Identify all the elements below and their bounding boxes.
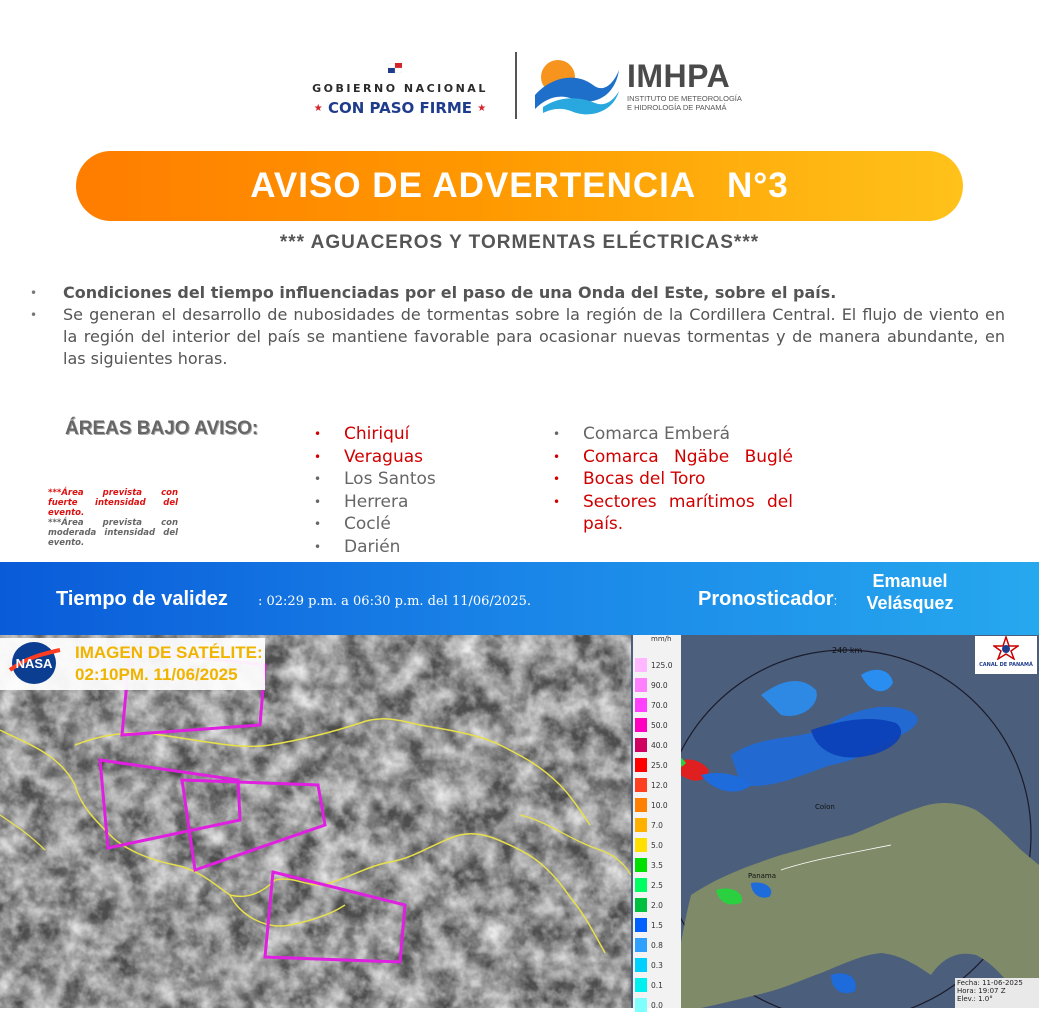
canal-logo-icon bbox=[993, 636, 1019, 660]
list-item bbox=[553, 446, 793, 469]
bullet-icon: • bbox=[30, 308, 38, 322]
radar-scale-label: 1.5 bbox=[651, 920, 663, 930]
condition-text: Se generan el desarrollo de nubosidades de tormentas sobre la región de la Cordillera Central. El flujo de viento en la región del interior del país se mantiene favorable para ocasionar nuevas tormentas y de manera abundante, en las siguientes horas. bbox=[63, 305, 1005, 368]
radar-scale-swatch bbox=[635, 918, 647, 932]
radar-scale-label: 90.0 bbox=[651, 680, 668, 690]
list-item bbox=[553, 491, 793, 536]
radar-scale-swatch bbox=[635, 758, 647, 772]
forecaster-name: Emanuel Velásquez bbox=[866, 571, 954, 613]
radar-scale-swatch bbox=[635, 778, 647, 792]
radar-scale-label: 0.0 bbox=[651, 1000, 663, 1010]
list-item bbox=[314, 423, 514, 446]
radar-scale-label: 0.1 bbox=[651, 980, 663, 990]
agency-name: IMHPA bbox=[627, 58, 731, 94]
radar-scale-step bbox=[635, 657, 672, 673]
radar-scale-step bbox=[635, 917, 663, 933]
area-name: Comarca Ngäbe Buglé bbox=[583, 446, 793, 467]
radar-scale-swatch bbox=[635, 978, 647, 992]
bullet-icon: • bbox=[553, 494, 561, 509]
radar-scale-swatch bbox=[635, 998, 647, 1012]
legend-moderate: ***Área prevista con moderada intensidad del evento. bbox=[48, 518, 178, 548]
validity-label: Tiempo de validez bbox=[56, 588, 228, 610]
bullet-icon: • bbox=[314, 494, 322, 509]
agency-subtitle-line1: INSTITUTO DE METEOROLOGÍA bbox=[627, 94, 742, 103]
areas-title: ÁREAS BAJO AVISO: bbox=[65, 418, 259, 439]
bullet-icon: • bbox=[314, 517, 322, 531]
flag-icon bbox=[388, 58, 402, 68]
satellite-label bbox=[75, 642, 263, 686]
radar-scale-label: 3.5 bbox=[651, 860, 663, 870]
radar-scale-swatch bbox=[635, 818, 647, 832]
radar-info bbox=[955, 978, 1039, 1008]
radar-unit: mm/h bbox=[651, 635, 672, 643]
government-line1: GOBIERNO NACIONAL bbox=[312, 82, 488, 95]
radar-scale-swatch bbox=[635, 658, 647, 672]
forecaster-label-text: Pronosticador bbox=[698, 588, 834, 610]
government-line2: ★ CON PASO FIRME ★ bbox=[313, 99, 487, 117]
radar-scale-swatch bbox=[635, 958, 647, 972]
list-item bbox=[314, 468, 514, 491]
bullet-icon: • bbox=[30, 286, 38, 300]
area-name: Los Santos bbox=[344, 469, 436, 489]
radar-scale-step bbox=[635, 837, 663, 853]
area-name: Sectores marítimos del país. bbox=[583, 491, 793, 534]
radar-scale-label: 70.0 bbox=[651, 700, 668, 710]
government-motto: CON PASO FIRME bbox=[327, 99, 473, 117]
bullet-icon: • bbox=[553, 427, 561, 441]
radar-scale-label: 0.8 bbox=[651, 940, 663, 950]
conditions-list bbox=[30, 282, 1005, 370]
bullet-icon: • bbox=[314, 427, 322, 441]
forecaster-label: Pronosticador: bbox=[698, 588, 838, 610]
areas-column-2 bbox=[553, 423, 793, 536]
list-item bbox=[314, 491, 514, 514]
radar-scale-label: 2.0 bbox=[651, 900, 663, 910]
radar-scale-swatch bbox=[635, 798, 647, 812]
radar-scale-step bbox=[635, 757, 668, 773]
radar-date: Fecha: 11-06-2025 bbox=[957, 979, 1023, 987]
radar-scale-label: 10.0 bbox=[651, 800, 668, 810]
radar-scale-swatch bbox=[635, 938, 647, 952]
radar-scale-swatch bbox=[635, 898, 647, 912]
nasa-logo-icon bbox=[6, 640, 62, 686]
satellite-label-line1: IMAGEN DE SATÉLITE: bbox=[75, 643, 263, 662]
radar-image bbox=[631, 635, 1039, 1008]
bullet-icon: • bbox=[553, 449, 561, 464]
radar-scale-label: 2.5 bbox=[651, 880, 663, 890]
radar-scale-step bbox=[635, 717, 668, 733]
agency-subtitle bbox=[627, 94, 742, 112]
radar-scale-swatch bbox=[635, 838, 647, 852]
radar-scale-swatch bbox=[635, 718, 647, 732]
area-name: Herrera bbox=[344, 491, 409, 512]
government-logo bbox=[300, 82, 500, 117]
list-item bbox=[314, 536, 514, 559]
radar-scale-label: 0.3 bbox=[651, 960, 663, 970]
canal-logo-text: CANAL DE PANAMÁ bbox=[979, 662, 1033, 668]
radar-range-label: 240 km bbox=[832, 646, 863, 655]
radar-hour: Hora: 19:07 Z bbox=[957, 987, 1006, 995]
bullet-icon: • bbox=[314, 472, 322, 486]
satellite-label-line2: 02:10PM. 11/06/2025 bbox=[75, 665, 238, 684]
radar-scale-step bbox=[635, 857, 663, 873]
bullet-icon: • bbox=[314, 449, 322, 464]
radar-scale-label: 125.0 bbox=[651, 660, 673, 670]
radar-scale-label: 5.0 bbox=[651, 840, 663, 850]
condition-text: Condiciones del tiempo influenciadas por el paso de una Onda del Este, sobre el país. bbox=[63, 283, 837, 302]
radar-scale-step bbox=[635, 677, 668, 693]
legend-strong: ***Área prevista con fuerte intensidad del evento. bbox=[48, 488, 178, 518]
area-name: Bocas del Toro bbox=[583, 469, 706, 489]
radar-scale-step bbox=[635, 937, 663, 953]
radar-scale-label: 40.0 bbox=[651, 740, 668, 750]
list-item bbox=[553, 423, 793, 446]
area-name: Veraguas bbox=[344, 446, 424, 467]
radar-scale-label: 25.0 bbox=[651, 760, 668, 770]
warning-subtitle: *** AGUACEROS Y TORMENTAS ELÉCTRICAS*** bbox=[279, 232, 760, 253]
area-name: Darién bbox=[344, 536, 401, 557]
radar-scale bbox=[633, 635, 681, 1008]
imhpa-logo-icon bbox=[533, 55, 621, 117]
satellite-image bbox=[0, 635, 631, 1008]
radar-scale-step bbox=[635, 877, 663, 893]
radar-scale-label: 50.0 bbox=[651, 720, 668, 730]
list-item bbox=[314, 513, 514, 536]
radar-scale-swatch bbox=[635, 698, 647, 712]
canal-logo bbox=[975, 636, 1037, 674]
radar-scale-swatch bbox=[635, 678, 647, 692]
area-name: Comarca Emberá bbox=[583, 424, 730, 444]
warning-banner bbox=[76, 151, 963, 221]
radar-scale-step bbox=[635, 997, 663, 1013]
radar-scale-step bbox=[635, 737, 668, 753]
radar-scale-label: 12.0 bbox=[651, 780, 668, 790]
radar-scale-label: 7.0 bbox=[651, 820, 663, 830]
nasa-logo-text: NASA bbox=[15, 656, 53, 671]
warning-title: AVISO DE ADVERTENCIA N°3 bbox=[250, 166, 789, 205]
list-item bbox=[553, 468, 793, 491]
radar-scale-step bbox=[635, 797, 668, 813]
radar-scale-step bbox=[635, 977, 663, 993]
bullet-icon: • bbox=[553, 472, 561, 486]
radar-scale-step bbox=[635, 897, 663, 913]
radar-scale-step bbox=[635, 957, 663, 973]
radar-scale-swatch bbox=[635, 738, 647, 752]
radar-scale-step bbox=[635, 697, 668, 713]
bullet-icon: • bbox=[314, 539, 322, 554]
list-item bbox=[30, 282, 1005, 304]
areas-column-1 bbox=[314, 423, 514, 558]
radar-scale-swatch bbox=[635, 878, 647, 892]
list-item bbox=[30, 304, 1005, 370]
radar-scale-step bbox=[635, 817, 663, 833]
intensity-legend bbox=[48, 488, 178, 548]
radar-city-colon: Colon bbox=[815, 803, 835, 811]
header-divider bbox=[515, 52, 517, 119]
validity-period: : 02:29 p.m. a 06:30 p.m. del 11/06/2025. bbox=[258, 594, 532, 609]
radar-scale-step bbox=[635, 777, 668, 793]
radar-city-panama: Panama bbox=[748, 872, 777, 880]
radar-scale-swatch bbox=[635, 858, 647, 872]
area-name: Coclé bbox=[344, 514, 391, 534]
radar-elev: Elev.: 1.0° bbox=[957, 995, 993, 1003]
list-item bbox=[314, 446, 514, 469]
area-name: Chiriquí bbox=[344, 424, 410, 444]
agency-subtitle-line2: E HIDROLOGÍA DE PANAMÁ bbox=[627, 103, 727, 112]
